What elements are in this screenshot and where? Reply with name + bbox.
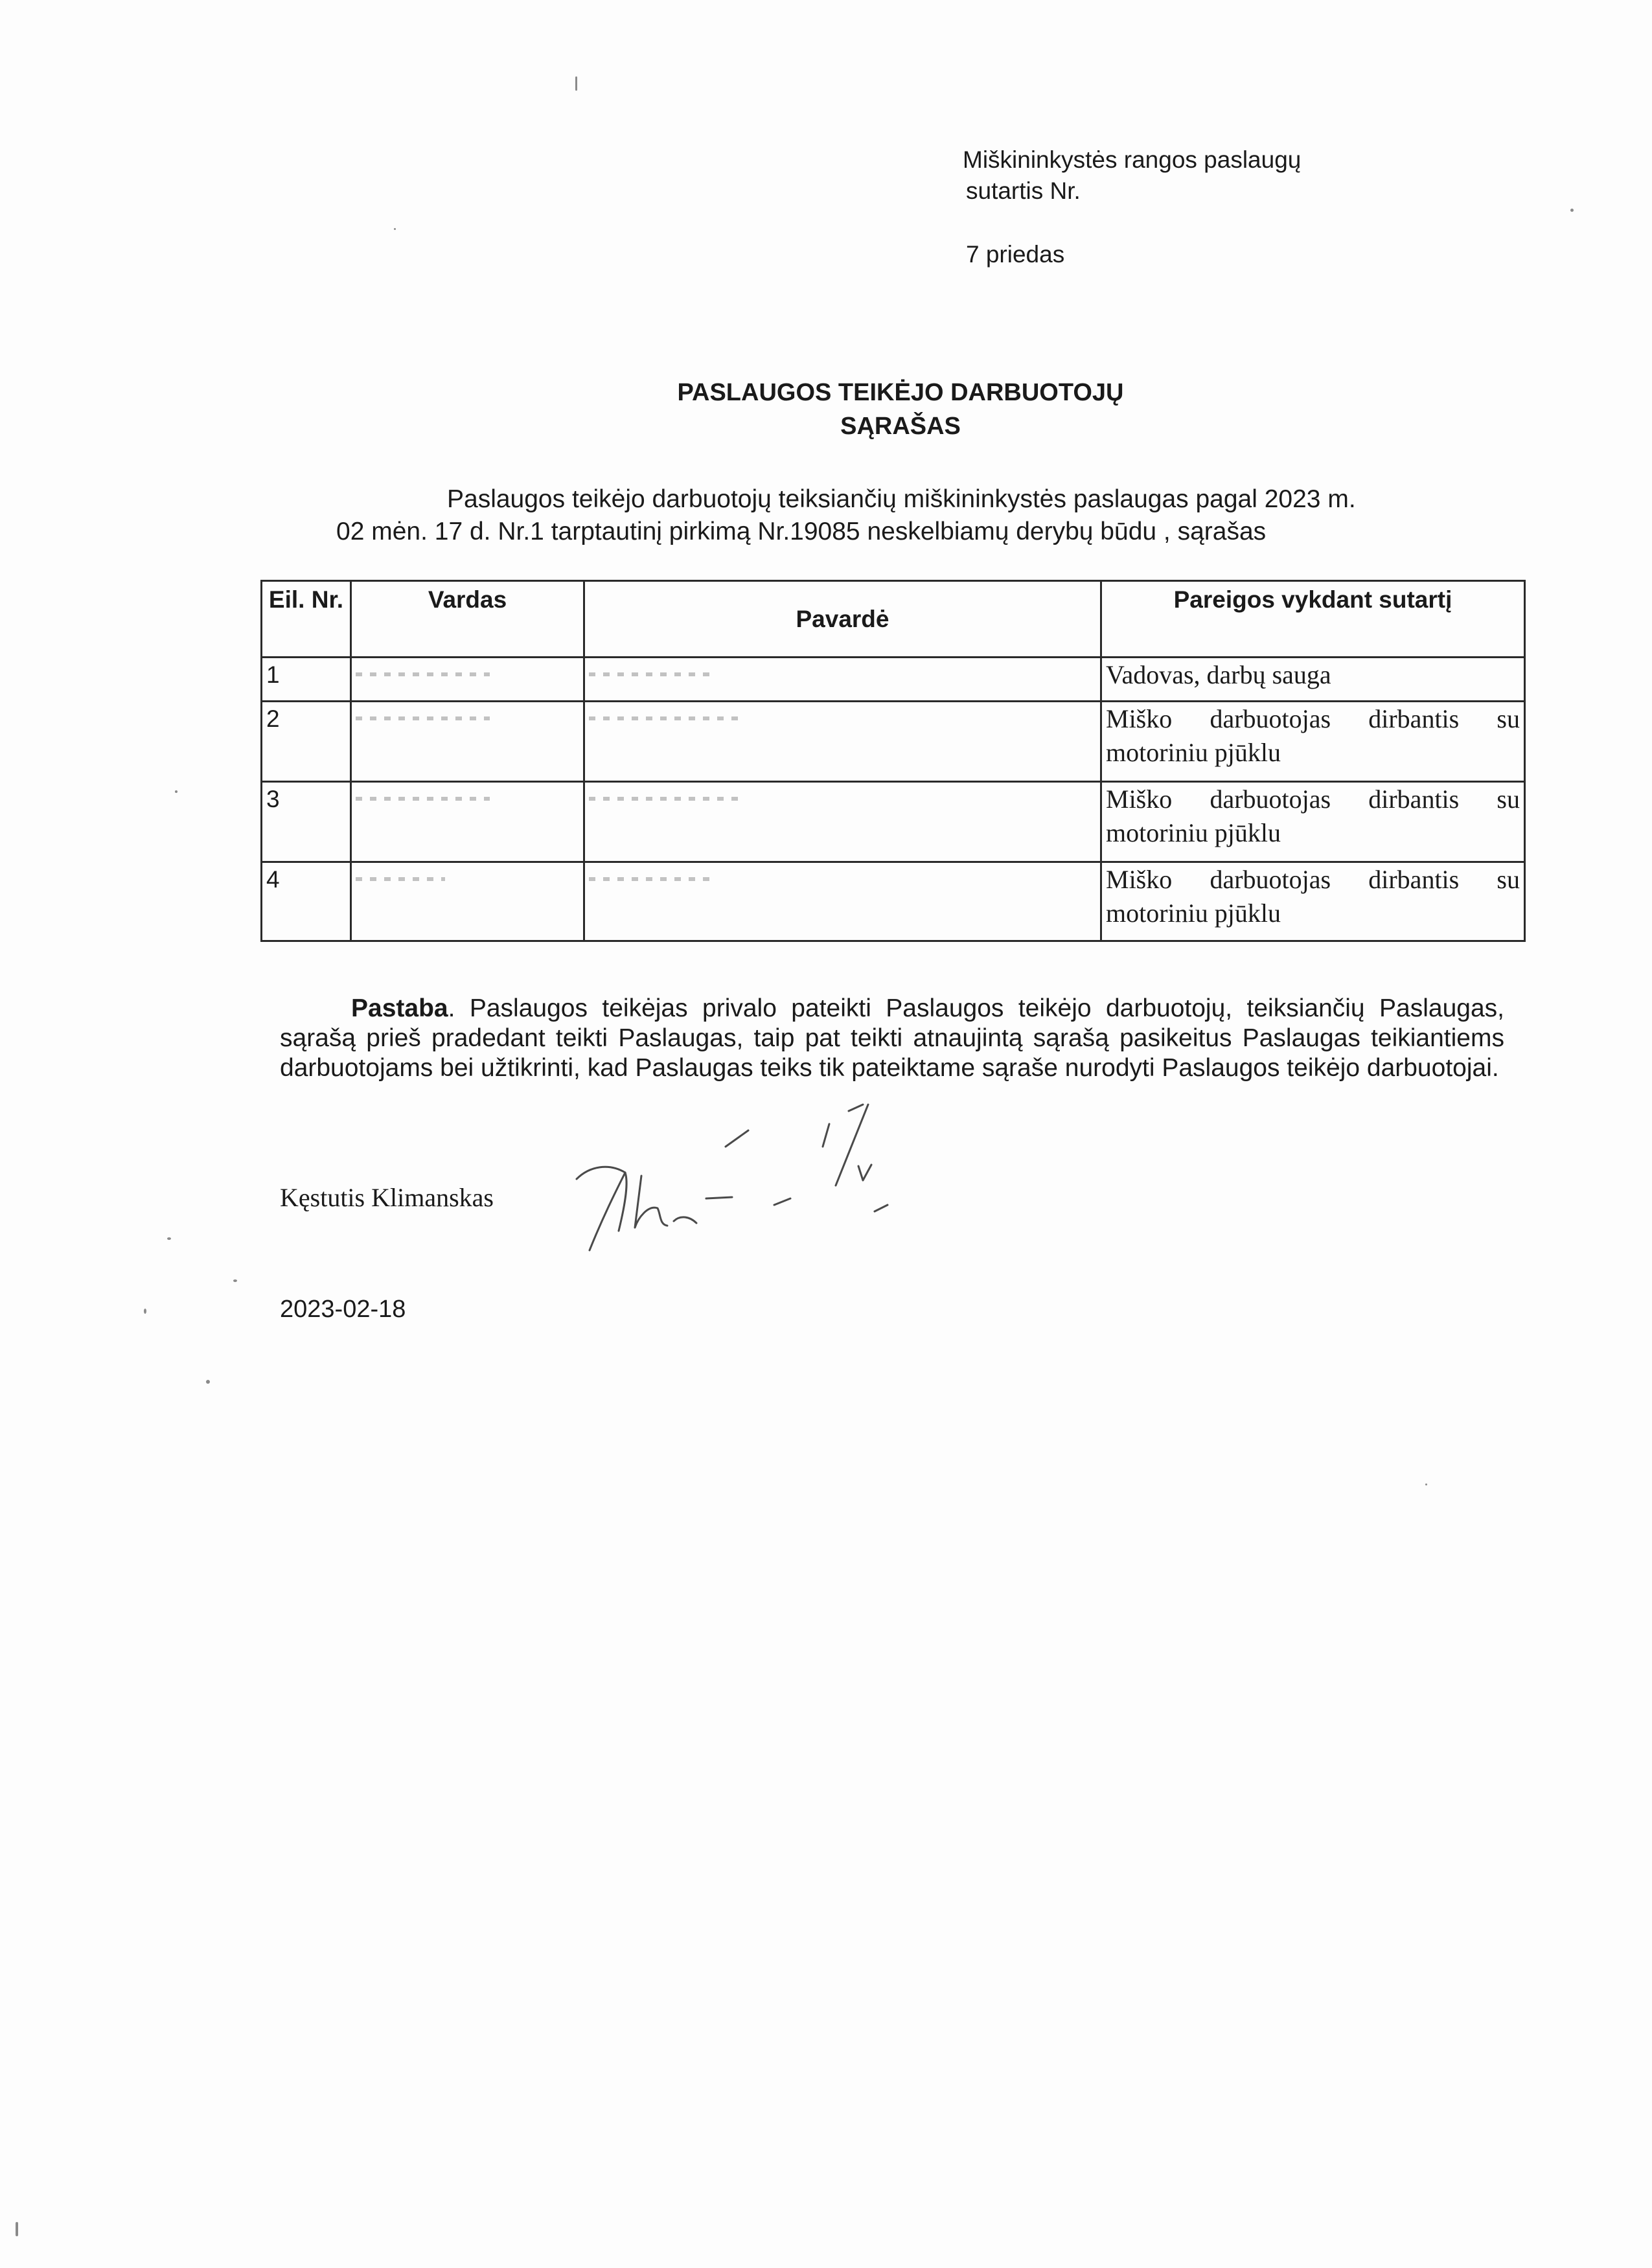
duty-cell: Miško darbuotojas dirbantis su motoriniu pjūklu: [1101, 782, 1525, 862]
table-row: [262, 782, 1525, 862]
col-header-last-name: Pavardė: [584, 581, 1101, 658]
intro-line2: 02 mėn. 17 d. Nr.1 tarptautinį pirkimą Nr.19085 neskelbiamų derybų būdu , sąrašas: [336, 518, 1267, 545]
intro-line1: Paslaugos teikėjo darbuotojų teiksiančių miškininkystės paslaugas pagal 2023 m.: [447, 485, 1356, 513]
duty-cell: Miško darbuotojas dirbantis su motoriniu pjūklu: [1101, 702, 1525, 782]
signer-name: Kęstutis Klimanskas: [280, 1183, 494, 1212]
contract-header-line2: sutartis Nr.: [966, 178, 1081, 204]
last-name-redacted: [584, 782, 1101, 862]
col-header-first-name: Vardas: [351, 581, 584, 658]
page-title: [505, 376, 1296, 443]
employee-table: [260, 580, 1526, 942]
first-name-redacted: [351, 658, 584, 702]
note-text: . Paslaugos teikėjas privalo pateikti Paslaugos teikėjo darbuotojų, teiksiančių Paslaugas, sąrašą prieš pradedant teikti Paslaugas, taip pat teikti atnaujintą sąrašą pasikeitus Paslaugas teikiantiems darbuotojams bei užtikrinti, kad Paslaugas teiks tik pateiktame sąraše nurodyti Paslaugos teikėjo darbuotojai.: [280, 994, 1504, 1082]
table-row: [262, 658, 1525, 702]
col-header-num: Eil. Nr.: [262, 581, 351, 658]
row-num: 1: [262, 658, 351, 702]
row-num: 3: [262, 782, 351, 862]
last-name-redacted: [584, 862, 1101, 941]
first-name-redacted: [351, 862, 584, 941]
row-num: 2: [262, 702, 351, 782]
last-name-redacted: [584, 658, 1101, 702]
document-date: 2023-02-18: [280, 1296, 406, 1323]
first-name-redacted: [351, 702, 584, 782]
last-name-redacted: [584, 702, 1101, 782]
annex-label: 7 priedas: [966, 241, 1065, 268]
duty-cell: Miško darbuotojas dirbantis su motoriniu pjūklu: [1101, 862, 1525, 941]
signature-scribble: [564, 1069, 926, 1263]
row-num: 4: [262, 862, 351, 941]
page-title-line2: SĄRAŠAS: [840, 413, 961, 440]
page-title-line1: PASLAUGOS TEIKĖJO DARBUOTOJŲ: [677, 379, 1124, 406]
contract-header-line1: Miškininkystės rangos paslaugų: [963, 146, 1302, 173]
duty-cell: Vadovas, darbų sauga: [1101, 658, 1525, 702]
first-name-redacted: [351, 782, 584, 862]
table-row: [262, 862, 1525, 941]
table-row: [262, 702, 1525, 782]
col-header-duty: Pareigos vykdant sutartį: [1101, 581, 1525, 658]
note-label: Pastaba: [351, 994, 448, 1022]
table-header-row: [262, 581, 1525, 658]
